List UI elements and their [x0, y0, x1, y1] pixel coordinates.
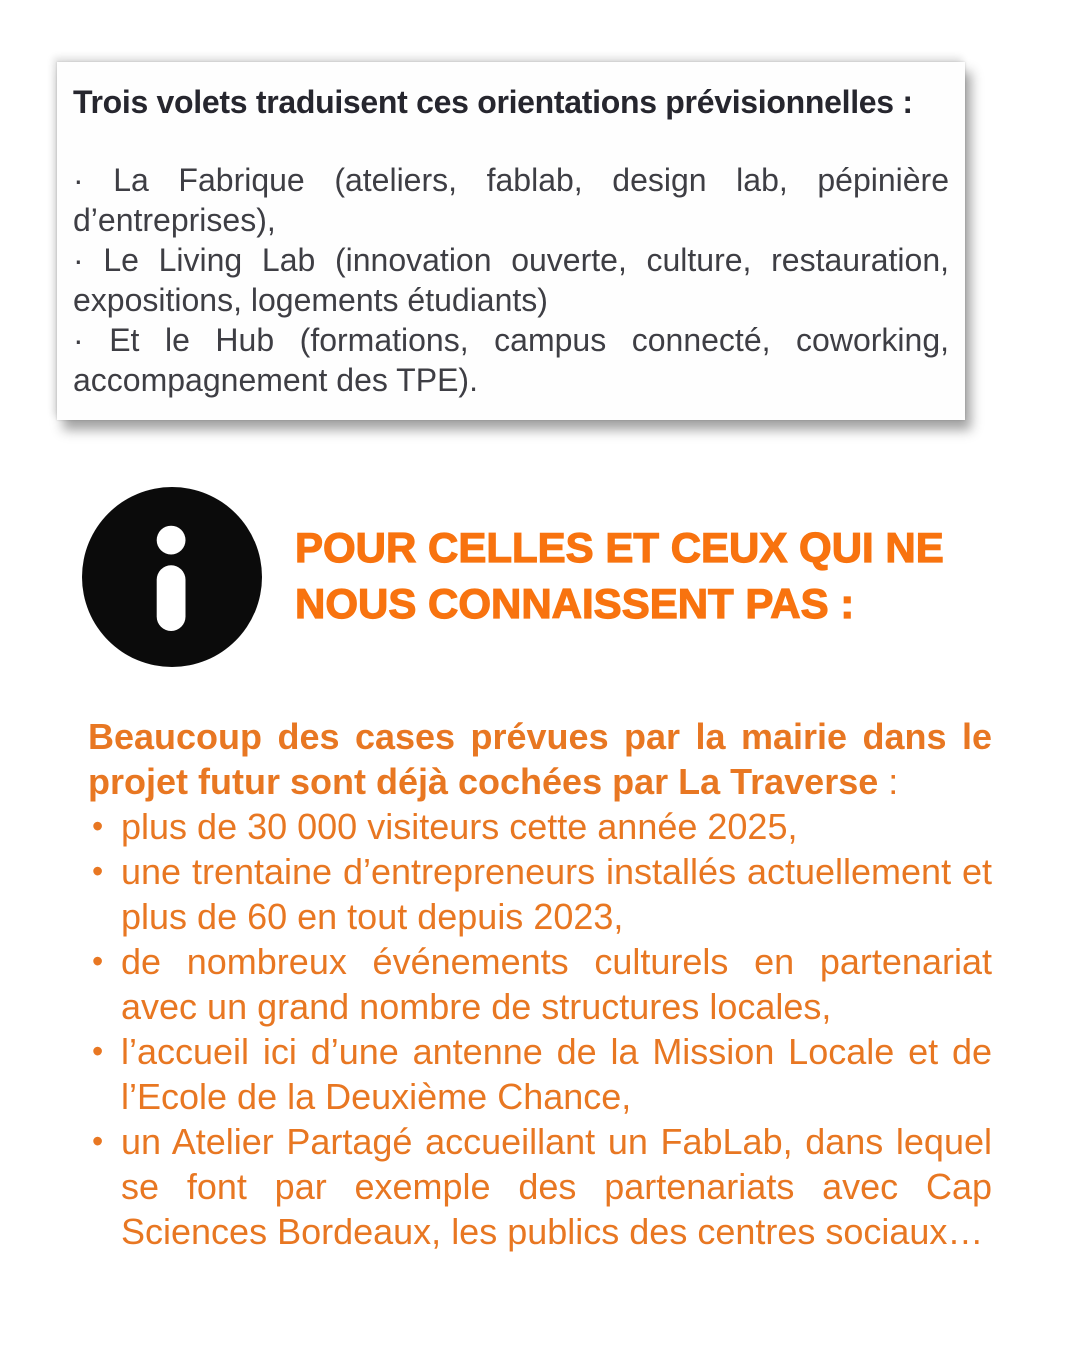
quote-card-item-text: Et le Hub (formations, campus connecté, coworking, accompagnement des TPE). [73, 322, 950, 398]
list-item-text: une trentaine d’entrepreneurs installés actuellement et plus de 60 en tout depuis 2023, [121, 851, 992, 937]
bullet-dot-icon: • [92, 808, 104, 844]
quote-card [57, 62, 965, 420]
list-item [88, 804, 992, 849]
list-item [88, 849, 992, 939]
section-heading: POUR CELLES ET CEUX QUI NE NOUS CONNAISSENT PAS : [295, 524, 944, 627]
quote-card-item [73, 240, 949, 320]
list-item [88, 939, 992, 1029]
bullet-dot-icon: • [92, 1033, 104, 1069]
bullet-dot-icon: · [73, 242, 84, 278]
body-intro [88, 714, 992, 804]
info-icon-svg [82, 487, 262, 667]
bullet-dot-icon: · [73, 162, 84, 198]
list-item [88, 1119, 992, 1254]
list-item [88, 1029, 992, 1119]
bullet-dot-icon: • [92, 1123, 104, 1159]
quote-card-item [73, 320, 949, 400]
list-item-text: de nombreux événements culturels en partenariat avec un grand nombre de structures locales, [121, 941, 992, 1027]
bullet-dot-icon: · [73, 322, 84, 358]
body-section [88, 714, 992, 1254]
body-list [88, 804, 992, 1254]
list-item-text: l’accueil ici d’une antenne de la Mission Locale et de l’Ecole de la Deuxième Chance, [121, 1031, 992, 1117]
quote-card-heading: Trois volets traduisent ces orientations prévisionnelles : [73, 84, 913, 120]
quote-card-item-text: La Fabrique (ateliers, fablab, design lab, pépinière d’entreprises), [73, 162, 950, 238]
bullet-dot-icon: • [92, 853, 104, 889]
bullet-dot-icon: • [92, 943, 104, 979]
quote-card-list [73, 160, 949, 400]
list-item-text: un Atelier Partagé accueillant un FabLab, dans lequel se font par exemple des partenariats avec Cap Sciences Bordeaux, les publics des centres sociaux… [121, 1121, 992, 1252]
quote-card-item [73, 160, 949, 240]
info-icon [82, 487, 262, 667]
quote-card-item-text: Le Living Lab (innovation ouverte, culture, restauration, expositions, logements étudiants) [73, 242, 950, 318]
list-item-text: plus de 30 000 visiteurs cette année 2025, [121, 806, 798, 847]
body-intro-bold: Beaucoup des cases prévues par la mairie dans le projet futur sont déjà cochées par La Traverse [88, 716, 992, 802]
body-intro-colon: : [878, 761, 899, 802]
